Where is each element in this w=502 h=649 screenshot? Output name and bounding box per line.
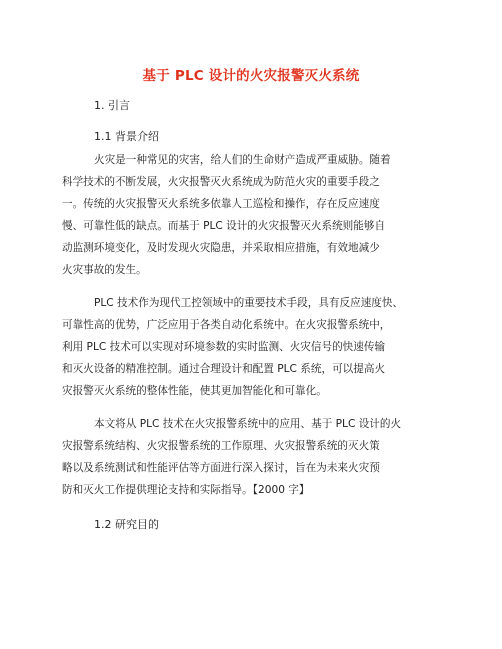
paragraph-line: 略以及系统测试和性能评估等方面进行深入探讨，旨在为未来火灾预 xyxy=(62,462,380,474)
paragraph-line: 动监测环境变化，及时发现火灾隐患，并采取相应措施，有效地减少 xyxy=(62,242,380,254)
section-heading-introduction: 1. 引言 xyxy=(94,99,130,112)
paragraph-line: 科学技术的不断发展，火灾报警灭火系统成为防范火灾的重要手段之 xyxy=(62,176,380,188)
paragraph-line: 可靠性高的优势，广泛应用于各类自动化系统中。在火灾报警系统中， xyxy=(62,319,391,331)
paragraph-line: 火灾事故的发生。 xyxy=(62,264,147,276)
paragraph-line: 本文将从 PLC 技术在火灾报警系统中的应用、基于 PLC 设计的火 xyxy=(94,418,402,430)
paragraph-line: 防和灭火工作提供理论支持和实际指导。【2000 字】 xyxy=(62,484,310,496)
paragraph-line: 灾报警系统结构、火灾报警系统的工作原理、火灾报警系统的灭火策 xyxy=(62,440,380,452)
paragraph-line: 慢、可靠性低的缺点。而基于 PLC 设计的火灾报警灭火系统则能够自 xyxy=(62,220,386,232)
document-title: 基于 PLC 设计的火灾报警灭火系统 xyxy=(142,68,360,84)
paragraph-line: 一。传统的火灾报警灭火系统多依靠人工巡检和操作，存在反应速度 xyxy=(62,198,380,210)
paragraph-line: 利用 PLC 技术可以实现对环境参数的实时监测、火灾信号的快速传输 xyxy=(62,341,386,353)
subsection-heading-research-purpose: 1.2 研究目的 xyxy=(94,518,159,531)
subsection-heading-background: 1.1 背景介绍 xyxy=(94,130,159,143)
paragraph-line: 和灭火设备的精准控制。通过合理设计和配置 PLC 系统，可以提高火 xyxy=(62,363,386,375)
paragraph-line: 火灾是一种常见的灾害，给人们的生命财产造成严重威胁。随着 xyxy=(94,154,391,166)
paragraph-line: 灾报警灭火系统的整体性能，使其更加智能化和可靠化。 xyxy=(62,385,327,397)
paragraph-line: PLC 技术作为现代工控领域中的重要技术手段，具有反应速度快、 xyxy=(94,297,404,309)
